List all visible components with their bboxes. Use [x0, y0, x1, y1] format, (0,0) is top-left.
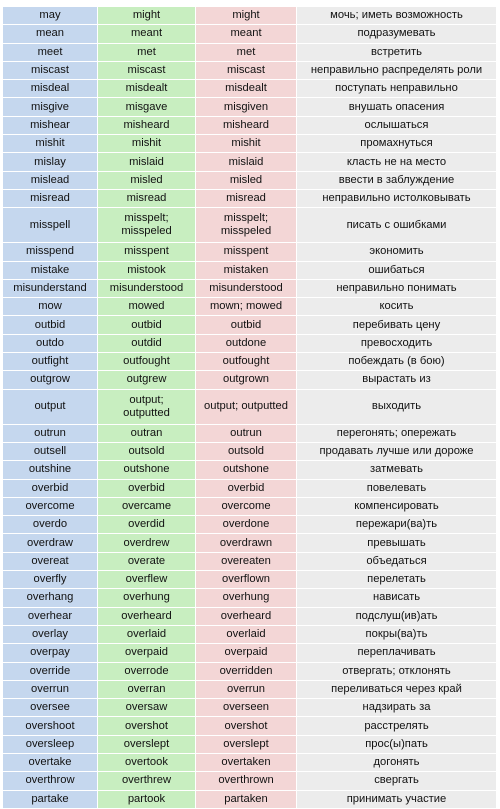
- table-row: [3, 25, 497, 43]
- past-simple-cell: might: [98, 7, 196, 25]
- translation-cell: принимать участие: [297, 790, 497, 808]
- table-row: [3, 571, 497, 589]
- table-row: [3, 772, 497, 790]
- table-row: [3, 243, 497, 261]
- past-participle-cell: miscast: [196, 61, 297, 79]
- base-form-cell: output: [3, 389, 98, 424]
- base-form-cell: mishit: [3, 135, 98, 153]
- table-row: [3, 699, 497, 717]
- translation-cell: неправильно истолковывать: [297, 189, 497, 207]
- table-row: [3, 171, 497, 189]
- translation-cell: догонять: [297, 753, 497, 771]
- translation-cell: надзирать за: [297, 699, 497, 717]
- base-form-cell: overcome: [3, 497, 98, 515]
- past-participle-cell: misspent: [196, 243, 297, 261]
- table-row: [3, 261, 497, 279]
- past-simple-cell: overslept: [98, 735, 196, 753]
- past-participle-cell: met: [196, 43, 297, 61]
- translation-cell: подразумевать: [297, 25, 497, 43]
- base-form-cell: misdeal: [3, 80, 98, 98]
- translation-cell: косить: [297, 298, 497, 316]
- translation-cell: побеждать (в бою): [297, 353, 497, 371]
- past-participle-cell: overrun: [196, 680, 297, 698]
- base-form-cell: overfly: [3, 571, 98, 589]
- past-participle-cell: outsold: [196, 442, 297, 460]
- translation-cell: переливаться через край: [297, 680, 497, 698]
- past-participle-cell: outdone: [196, 334, 297, 352]
- past-simple-cell: overrode: [98, 662, 196, 680]
- base-form-cell: outsell: [3, 442, 98, 460]
- translation-cell: писать с ошибками: [297, 208, 497, 243]
- translation-cell: неправильно распределять роли: [297, 61, 497, 79]
- translation-cell: экономить: [297, 243, 497, 261]
- past-simple-cell: overtook: [98, 753, 196, 771]
- table-row: [3, 371, 497, 389]
- past-participle-cell: misread: [196, 189, 297, 207]
- base-form-cell: outrun: [3, 424, 98, 442]
- table-row: [3, 790, 497, 808]
- translation-cell: пережари(ва)ть: [297, 516, 497, 534]
- base-form-cell: mow: [3, 298, 98, 316]
- table-row: [3, 753, 497, 771]
- base-form-cell: outgrow: [3, 371, 98, 389]
- past-participle-cell: overheard: [196, 607, 297, 625]
- base-form-cell: mislay: [3, 153, 98, 171]
- base-form-cell: misspell: [3, 208, 98, 243]
- past-simple-cell: misspent: [98, 243, 196, 261]
- past-simple-cell: outfought: [98, 353, 196, 371]
- past-participle-cell: misled: [196, 171, 297, 189]
- past-simple-cell: overthrew: [98, 772, 196, 790]
- table-row: [3, 153, 497, 171]
- translation-cell: промахнуться: [297, 135, 497, 153]
- past-simple-cell: outbid: [98, 316, 196, 334]
- base-form-cell: meet: [3, 43, 98, 61]
- translation-cell: подслуш(ив)ать: [297, 607, 497, 625]
- past-participle-cell: overshot: [196, 717, 297, 735]
- table-row: [3, 135, 497, 153]
- translation-cell: прос(ы)пать: [297, 735, 497, 753]
- past-participle-cell: outfought: [196, 353, 297, 371]
- past-participle-cell: misdealt: [196, 80, 297, 98]
- past-simple-cell: output; outputted: [98, 389, 196, 424]
- past-participle-cell: mistaken: [196, 261, 297, 279]
- table-row: [3, 424, 497, 442]
- past-simple-cell: mishit: [98, 135, 196, 153]
- translation-cell: перебивать цену: [297, 316, 497, 334]
- base-form-cell: override: [3, 662, 98, 680]
- translation-cell: объедаться: [297, 552, 497, 570]
- past-participle-cell: mislaid: [196, 153, 297, 171]
- base-form-cell: overpay: [3, 644, 98, 662]
- base-form-cell: overdraw: [3, 534, 98, 552]
- table-row: [3, 644, 497, 662]
- translation-cell: затмевать: [297, 461, 497, 479]
- table-row: [3, 208, 497, 243]
- table-row: [3, 7, 497, 25]
- table-row: [3, 589, 497, 607]
- table-row: [3, 189, 497, 207]
- past-simple-cell: miscast: [98, 61, 196, 79]
- base-form-cell: oversleep: [3, 735, 98, 753]
- base-form-cell: mistake: [3, 261, 98, 279]
- past-participle-cell: might: [196, 7, 297, 25]
- translation-cell: внушать опасения: [297, 98, 497, 116]
- table-row: [3, 316, 497, 334]
- past-participle-cell: overdrawn: [196, 534, 297, 552]
- past-simple-cell: mowed: [98, 298, 196, 316]
- past-participle-cell: mishit: [196, 135, 297, 153]
- past-simple-cell: misspelt; misspeled: [98, 208, 196, 243]
- translation-cell: класть не на место: [297, 153, 497, 171]
- past-simple-cell: outshone: [98, 461, 196, 479]
- past-participle-cell: misspelt; misspeled: [196, 208, 297, 243]
- table-row: [3, 116, 497, 134]
- past-simple-cell: mistook: [98, 261, 196, 279]
- past-participle-cell: overflown: [196, 571, 297, 589]
- base-form-cell: misspend: [3, 243, 98, 261]
- irregular-verbs-table: [2, 6, 497, 809]
- table-row: [3, 479, 497, 497]
- past-simple-cell: overate: [98, 552, 196, 570]
- past-simple-cell: overpaid: [98, 644, 196, 662]
- past-participle-cell: outrun: [196, 424, 297, 442]
- past-simple-cell: overflew: [98, 571, 196, 589]
- base-form-cell: misunderstand: [3, 279, 98, 297]
- translation-cell: отвергать; отклонять: [297, 662, 497, 680]
- base-form-cell: overeat: [3, 552, 98, 570]
- base-form-cell: misread: [3, 189, 98, 207]
- base-form-cell: overhang: [3, 589, 98, 607]
- base-form-cell: may: [3, 7, 98, 25]
- base-form-cell: overrun: [3, 680, 98, 698]
- past-participle-cell: overhung: [196, 589, 297, 607]
- table-row: [3, 442, 497, 460]
- base-form-cell: mishear: [3, 116, 98, 134]
- table-row: [3, 516, 497, 534]
- past-simple-cell: outdid: [98, 334, 196, 352]
- base-form-cell: outfight: [3, 353, 98, 371]
- translation-cell: компенсировать: [297, 497, 497, 515]
- past-participle-cell: overbid: [196, 479, 297, 497]
- translation-cell: превышать: [297, 534, 497, 552]
- past-simple-cell: outsold: [98, 442, 196, 460]
- table-row: [3, 552, 497, 570]
- translation-cell: выходить: [297, 389, 497, 424]
- past-participle-cell: overdone: [196, 516, 297, 534]
- past-simple-cell: overhung: [98, 589, 196, 607]
- past-simple-cell: misheard: [98, 116, 196, 134]
- translation-cell: ввести в заблуждение: [297, 171, 497, 189]
- past-participle-cell: partaken: [196, 790, 297, 808]
- past-simple-cell: misunderstood: [98, 279, 196, 297]
- past-participle-cell: overeaten: [196, 552, 297, 570]
- table-row: [3, 334, 497, 352]
- past-participle-cell: overridden: [196, 662, 297, 680]
- table-row: [3, 607, 497, 625]
- table-row: [3, 389, 497, 424]
- past-simple-cell: oversaw: [98, 699, 196, 717]
- past-participle-cell: overthrown: [196, 772, 297, 790]
- table-row: [3, 680, 497, 698]
- translation-cell: мочь; иметь возможность: [297, 7, 497, 25]
- past-simple-cell: meant: [98, 25, 196, 43]
- table-row: [3, 625, 497, 643]
- past-participle-cell: overcome: [196, 497, 297, 515]
- table-row: [3, 735, 497, 753]
- past-simple-cell: overdrew: [98, 534, 196, 552]
- past-simple-cell: misled: [98, 171, 196, 189]
- translation-cell: превосходить: [297, 334, 497, 352]
- past-participle-cell: mown; mowed: [196, 298, 297, 316]
- past-simple-cell: outran: [98, 424, 196, 442]
- verbs-table-body: [3, 7, 497, 809]
- base-form-cell: mean: [3, 25, 98, 43]
- base-form-cell: outshine: [3, 461, 98, 479]
- translation-cell: вырастать из: [297, 371, 497, 389]
- past-participle-cell: overlaid: [196, 625, 297, 643]
- base-form-cell: overthrow: [3, 772, 98, 790]
- table-row: [3, 461, 497, 479]
- base-form-cell: overdo: [3, 516, 98, 534]
- past-participle-cell: overseen: [196, 699, 297, 717]
- past-simple-cell: met: [98, 43, 196, 61]
- past-participle-cell: meant: [196, 25, 297, 43]
- past-participle-cell: overslept: [196, 735, 297, 753]
- past-simple-cell: misread: [98, 189, 196, 207]
- base-form-cell: mislead: [3, 171, 98, 189]
- table-row: [3, 298, 497, 316]
- past-participle-cell: outgrown: [196, 371, 297, 389]
- past-simple-cell: partook: [98, 790, 196, 808]
- past-simple-cell: overlaid: [98, 625, 196, 643]
- past-participle-cell: overpaid: [196, 644, 297, 662]
- base-form-cell: outdo: [3, 334, 98, 352]
- past-simple-cell: overshot: [98, 717, 196, 735]
- past-participle-cell: misunderstood: [196, 279, 297, 297]
- past-simple-cell: misdealt: [98, 80, 196, 98]
- translation-cell: перегонять; опережать: [297, 424, 497, 442]
- past-participle-cell: outshone: [196, 461, 297, 479]
- past-simple-cell: overdid: [98, 516, 196, 534]
- translation-cell: встретить: [297, 43, 497, 61]
- translation-cell: переплачивать: [297, 644, 497, 662]
- translation-cell: поступать неправильно: [297, 80, 497, 98]
- table-row: [3, 662, 497, 680]
- translation-cell: расстрелять: [297, 717, 497, 735]
- table-row: [3, 80, 497, 98]
- base-form-cell: overhear: [3, 607, 98, 625]
- past-participle-cell: outbid: [196, 316, 297, 334]
- translation-cell: повелевать: [297, 479, 497, 497]
- past-simple-cell: overcame: [98, 497, 196, 515]
- base-form-cell: overtake: [3, 753, 98, 771]
- past-simple-cell: overbid: [98, 479, 196, 497]
- base-form-cell: outbid: [3, 316, 98, 334]
- base-form-cell: overlay: [3, 625, 98, 643]
- translation-cell: ослышаться: [297, 116, 497, 134]
- past-participle-cell: overtaken: [196, 753, 297, 771]
- table-row: [3, 534, 497, 552]
- base-form-cell: misgive: [3, 98, 98, 116]
- base-form-cell: partake: [3, 790, 98, 808]
- past-simple-cell: mislaid: [98, 153, 196, 171]
- base-form-cell: oversee: [3, 699, 98, 717]
- past-simple-cell: outgrew: [98, 371, 196, 389]
- translation-cell: ошибаться: [297, 261, 497, 279]
- past-participle-cell: misgiven: [196, 98, 297, 116]
- translation-cell: продавать лучше или дороже: [297, 442, 497, 460]
- translation-cell: перелетать: [297, 571, 497, 589]
- table-row: [3, 717, 497, 735]
- past-participle-cell: output; outputted: [196, 389, 297, 424]
- base-form-cell: miscast: [3, 61, 98, 79]
- base-form-cell: overshoot: [3, 717, 98, 735]
- translation-cell: свергать: [297, 772, 497, 790]
- past-simple-cell: overheard: [98, 607, 196, 625]
- translation-cell: нависать: [297, 589, 497, 607]
- past-simple-cell: misgave: [98, 98, 196, 116]
- table-row: [3, 353, 497, 371]
- table-row: [3, 61, 497, 79]
- table-row: [3, 279, 497, 297]
- table-row: [3, 43, 497, 61]
- table-row: [3, 98, 497, 116]
- past-simple-cell: overran: [98, 680, 196, 698]
- past-participle-cell: misheard: [196, 116, 297, 134]
- base-form-cell: overbid: [3, 479, 98, 497]
- translation-cell: неправильно понимать: [297, 279, 497, 297]
- translation-cell: покры(ва)ть: [297, 625, 497, 643]
- table-row: [3, 497, 497, 515]
